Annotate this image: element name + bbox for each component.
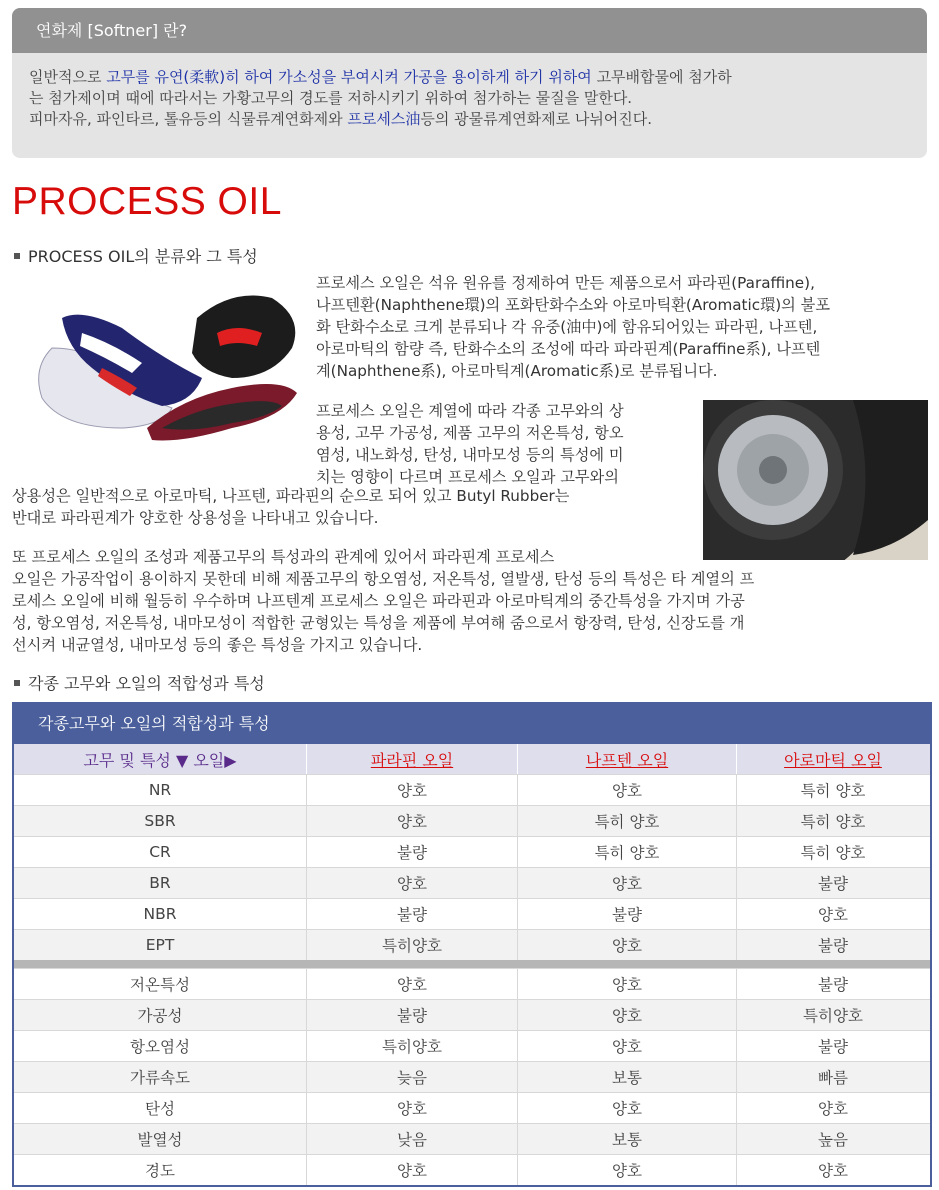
softner-highlight-purpose: 고무를 유연(柔軟)히 하여 가소성을 부여시켜 가공을 용이하게 하기 위하여	[106, 68, 592, 86]
rating-cell: 양호	[517, 775, 736, 805]
rating-cell: 특히 양호	[517, 806, 736, 836]
row-label-cell: 경도	[145, 1162, 175, 1180]
table-row	[14, 1092, 930, 1123]
rating-cell: 늦음	[306, 1062, 517, 1092]
table-row	[14, 867, 930, 898]
rating-cell: 불량	[306, 837, 517, 867]
rating-cell: 특히 양호	[736, 775, 929, 805]
rating-cell: 양호	[517, 868, 736, 898]
rating-cell: 양호	[306, 1155, 517, 1185]
compatibility-table	[12, 702, 932, 1187]
section-heading-compatibility	[14, 671, 265, 694]
softner-line-1-pre: 일반적으로	[29, 68, 107, 86]
rating-cell: 양호	[306, 969, 517, 999]
rating-cell: 양호	[517, 1000, 736, 1030]
rubber-rows-group	[14, 774, 930, 960]
rating-cell: 양호	[736, 1093, 929, 1123]
characteristics-paragraph	[12, 546, 754, 656]
rating-cell: 보통	[517, 1062, 736, 1092]
row-label-cell: 탄성	[145, 1100, 175, 1118]
rating-cell: 양호	[517, 930, 736, 960]
rating-cell: 빠름	[736, 1062, 929, 1092]
paragraph-line: 염성, 내노화성, 탄성, 내마모성 등의 특성에 미	[316, 446, 624, 464]
paragraph-line: 화 탄화수소로 크게 분류되나 각 유중(油中)에 함유되어있는 파라핀, 나프텐,	[316, 318, 818, 336]
table-divider	[14, 960, 930, 968]
table-title: 각종고무와 오일의 적합성과 특성	[14, 704, 930, 744]
paragraph-line: 용성, 고무 가공성, 제품 고무의 저온특성, 항오	[316, 424, 624, 442]
rating-cell: 특히 양호	[736, 837, 929, 867]
classification-paragraph	[316, 272, 830, 382]
rating-cell: 양호	[306, 806, 517, 836]
rating-cell: 양호	[517, 1093, 736, 1123]
row-label-cell: BR	[149, 874, 171, 892]
paragraph-line: 로세스 오일에 비해 월등히 우수하며 나프텐계 프로세스 오일은 파라핀과 아로마틱계의 중간특성을 가지며 가공	[12, 592, 745, 610]
rating-cell: 특히 양호	[517, 837, 736, 867]
rating-cell: 불량	[306, 1000, 517, 1030]
paragraph-line: 치는 영향이 다르며 프로세스 오일과 고무와의	[316, 468, 619, 486]
process-oil-highlight: 프로세스油	[347, 110, 421, 128]
property-rows-group	[14, 968, 930, 1185]
softner-heading: 연화제 [Softner] 란?	[12, 8, 927, 53]
table-row	[14, 774, 930, 805]
rating-cell: 양호	[736, 899, 929, 929]
rating-cell: 양호	[517, 969, 736, 999]
rating-cell: 양호	[736, 1155, 929, 1185]
softner-line-1-post: 고무배합물에 첨가하	[591, 68, 732, 86]
row-label-cell: 항오염성	[130, 1038, 190, 1056]
row-label-cell: 저온특성	[130, 976, 190, 994]
table-header-row	[14, 744, 930, 774]
rating-cell: 불량	[736, 868, 929, 898]
paragraph-line: 선시켜 내균열성, 내마모성 등의 좋은 특성을 가지고 있습니다.	[12, 636, 423, 654]
softner-info-box	[12, 8, 927, 158]
section-heading-classification	[14, 244, 258, 267]
softner-line-3	[29, 109, 907, 130]
rating-cell: 불량	[736, 1031, 929, 1061]
paragraph-line: 나프텐환(Naphthene環)의 포화탄화수소와 아로마틱환(Aromatic環)의 불포	[316, 296, 831, 314]
row-label-cell: CR	[149, 843, 171, 861]
compatibility-paragraph-narrow	[316, 400, 624, 488]
table-row	[14, 999, 930, 1030]
row-label-cell: EPT	[145, 936, 175, 954]
table-row	[14, 836, 930, 867]
table-corner-label: 고무 및 특성 ▼ 오일▶	[83, 750, 237, 770]
rating-cell: 특히양호	[736, 1000, 929, 1030]
paragraph-line: 계(Naphthene系), 아로마틱계(Aromatic系)로 분류됩니다.	[316, 362, 718, 380]
paragraph-line: 아로마틱의 함량 즉, 탄화수소의 조성에 따라 파라핀계(Paraffine系), 나프텐	[316, 340, 821, 358]
softner-line-3-pre: 피마자유, 파인타르, 톨유등의 식물류계연화제와	[29, 110, 348, 128]
rating-cell: 불량	[517, 899, 736, 929]
rating-cell: 낮음	[306, 1124, 517, 1154]
row-label-cell: 발열성	[137, 1131, 183, 1149]
row-label-cell: NBR	[143, 905, 177, 923]
softner-line-3-post: 등의 광물류계연화제로 나뉘어진다.	[420, 110, 653, 128]
table-row	[14, 1061, 930, 1092]
table-row	[14, 1123, 930, 1154]
rating-cell: 불량	[736, 930, 929, 960]
table-row	[14, 1030, 930, 1061]
table-row	[14, 1154, 930, 1185]
paraffin-oil-link[interactable]: 파라핀 오일	[306, 744, 517, 774]
paragraph-line: 프로세스 오일은 계열에 따라 각종 고무와의 상	[316, 402, 624, 420]
table-row	[14, 968, 930, 999]
rating-cell: 특히 양호	[736, 806, 929, 836]
rubber-shoes-image	[12, 278, 304, 460]
paragraph-line: 상용성은 일반적으로 아로마틱, 나프텐, 파라핀의 순으로 되어 있고 Butyl Rubber는	[12, 487, 570, 505]
softner-line-1	[29, 67, 907, 88]
page-title: PROCESS OIL	[12, 180, 282, 223]
table-row	[14, 929, 930, 960]
rating-cell: 양호	[517, 1155, 736, 1185]
table-row	[14, 805, 930, 836]
row-label-cell: 가공성	[137, 1007, 183, 1025]
rating-cell: 특히양호	[306, 1031, 517, 1061]
rating-cell: 불량	[736, 969, 929, 999]
paragraph-line: 반대로 파라핀계가 양호한 상용성을 나타내고 있습니다.	[12, 509, 379, 527]
softner-description	[12, 53, 927, 130]
row-label-cell: SBR	[144, 812, 176, 830]
rating-cell: 양호	[306, 1093, 517, 1123]
row-label-cell: NR	[148, 781, 172, 799]
rating-cell: 보통	[517, 1124, 736, 1154]
softner-line-2: 는 첨가제이며 때에 따라서는 가황고무의 경도를 저하시키기 위하여 첨가하는 물질을 말한다.	[29, 89, 633, 107]
rating-cell: 양호	[306, 868, 517, 898]
compatibility-paragraph-wide	[12, 485, 569, 529]
rating-cell: 높음	[736, 1124, 929, 1154]
rating-cell: 특히양호	[306, 930, 517, 960]
rating-cell: 양호	[306, 775, 517, 805]
section-heading-compatibility-text: 각종 고무와 오일의 적합성과 특성	[28, 674, 265, 693]
section-heading-classification-text: PROCESS OIL의 분류와 그 특성	[28, 247, 258, 266]
naphthene-oil-link[interactable]: 나프텐 오일	[517, 744, 736, 774]
square-bullet-icon	[14, 253, 20, 259]
rating-cell: 양호	[517, 1031, 736, 1061]
paragraph-line: 성, 항오염성, 저온특성, 내마모성이 적합한 균형있는 특성을 제품에 부여해 줌으로서 항장력, 탄성, 신장도를 개	[12, 614, 745, 632]
paragraph-line: 오일은 가공작업이 용이하지 못한데 비해 제품고무의 항오염성, 저온특성, 열발생, 탄성 등의 특성은 타 계열의 프	[12, 570, 755, 588]
paragraph-line: 또 프로세스 오일의 조성과 제품고무의 특성과의 관계에 있어서 파라핀계 프로세스	[12, 548, 555, 566]
rating-cell: 불량	[306, 899, 517, 929]
square-bullet-icon	[14, 680, 20, 686]
table-row	[14, 898, 930, 929]
row-label-cell: 가류속도	[130, 1069, 190, 1087]
paragraph-line: 프로세스 오일은 석유 원유를 정제하여 만든 제품으로서 파라핀(Paraffine),	[316, 274, 815, 292]
aromatic-oil-link[interactable]: 아로마틱 오일	[736, 744, 929, 774]
tire-image	[703, 400, 928, 560]
